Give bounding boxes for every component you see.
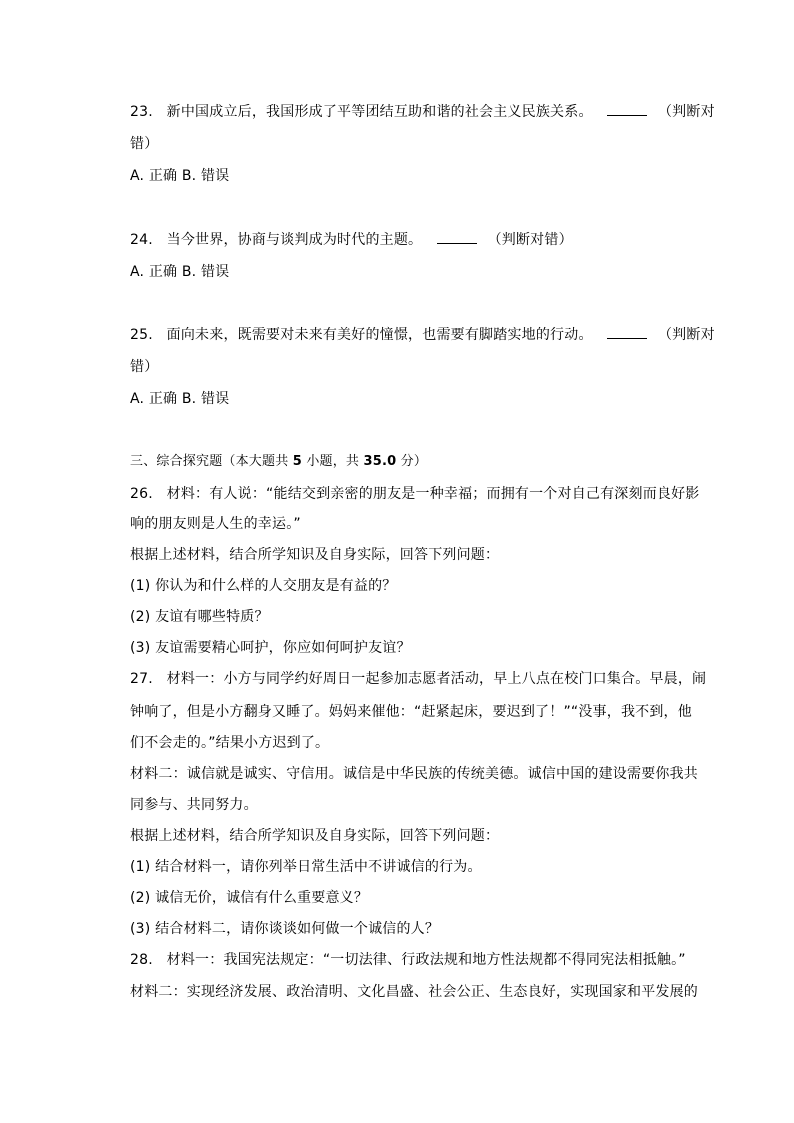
q26-number: 26. <box>130 486 153 502</box>
q23-line1 <box>130 102 715 122</box>
q23-text: 新中国成立后，我国形成了平等团结互助和谐的社会主义民族关系。 <box>166 104 593 120</box>
q25-suffix: （判断对 <box>657 327 715 343</box>
q27-sub2: (2) 诚信无价，诚信有什么重要意义？ <box>130 890 369 906</box>
q23-options: A. 正确 B. 错误 <box>130 168 230 184</box>
section-heading <box>130 452 700 472</box>
q25-answer-blank[interactable] <box>607 326 647 339</box>
section-question-count: 5 <box>292 454 302 469</box>
q26-text-line1: 材料：有人说：“能结交到亲密的朋友是一种幸福；而拥有一个对自己有深刻而良好影 <box>166 486 700 502</box>
q26-sub3: (3) 友谊需要精心呵护，你应如何呵护友谊？ <box>130 640 411 656</box>
q26-instruction: 根据上述材料，结合所学知识及自身实际，回答下列问题： <box>130 547 500 563</box>
section-heading-suffix: 分） <box>396 454 428 469</box>
q25-line2: 错） <box>130 359 159 375</box>
q28-line2: 材料二：实现经济发展、政治清明、文化昌盛、社会公正、生态良好，实现国家和平发展的 <box>130 984 698 1000</box>
q27-sub3: (3) 结合材料二，请你谈谈如何做一个诚信的人？ <box>130 921 440 937</box>
q25-number: 25. <box>130 327 153 343</box>
q27-line2: 钟响了，但是小方翻身又睡了。妈妈来催他：“赶紧起床，要迟到了！”“没事，我不到，他 <box>130 704 692 720</box>
q27-sub1: (1) 结合材料一，请你列举日常生活中不讲诚信的行为。 <box>130 859 482 875</box>
q28-line1 <box>130 950 700 970</box>
q23-line2: 错） <box>130 136 159 152</box>
q26-sub2: (2) 友谊有哪些特质？ <box>130 609 269 625</box>
q27-line4: 材料二：诚信就是诚实、守信用。诚信是中华民族的传统美德。诚信中国的建设需要你我共 <box>130 766 698 782</box>
q25-options: A. 正确 B. 错误 <box>130 391 230 407</box>
section-heading-prefix: 三、综合探究题（本大题共 <box>130 454 293 469</box>
q24-suffix: （判断对错） <box>487 232 573 248</box>
q27-line5: 同参与、共同努力。 <box>130 797 258 813</box>
q28-number: 28. <box>130 952 153 968</box>
q23-number: 23. <box>130 104 153 120</box>
q24-options: A. 正确 B. 错误 <box>130 264 230 280</box>
q26-line1 <box>130 484 700 504</box>
q26-sub1: (1) 你认为和什么样的人交朋友是有益的？ <box>130 578 397 594</box>
q24-text: 当今世界，协商与谈判成为时代的主题。 <box>166 232 423 248</box>
section-score: 35.0 <box>363 454 397 469</box>
q27-number: 27. <box>130 671 153 687</box>
q23-answer-blank[interactable] <box>607 103 647 116</box>
q27-instruction: 根据上述材料，结合所学知识及自身实际，回答下列问题： <box>130 828 500 844</box>
section-heading-mid: 小题，共 <box>301 454 364 469</box>
q24-number: 24. <box>130 232 153 248</box>
q28-text-line1: 材料一：我国宪法规定：“一切法律、行政法规和地方性法规都不得同宪法相抵触。” <box>166 952 686 968</box>
q25-line1 <box>130 325 715 345</box>
q27-text-line1: 材料一：小方与同学约好周日一起参加志愿者活动，早上八点在校门口集合。早晨，闹 <box>166 671 707 687</box>
q24-answer-blank[interactable] <box>437 231 477 244</box>
q27-line3: 们不会走的。”结果小方迟到了。 <box>130 735 330 751</box>
q24-line1 <box>130 230 700 250</box>
q23-suffix: （判断对 <box>657 104 715 120</box>
q25-text: 面向未来，既需要对未来有美好的憧憬，也需要有脚踏实地的行动。 <box>166 327 593 343</box>
q27-line1 <box>130 669 707 689</box>
q26-line2: 响的朋友则是人生的幸运。” <box>130 516 301 532</box>
